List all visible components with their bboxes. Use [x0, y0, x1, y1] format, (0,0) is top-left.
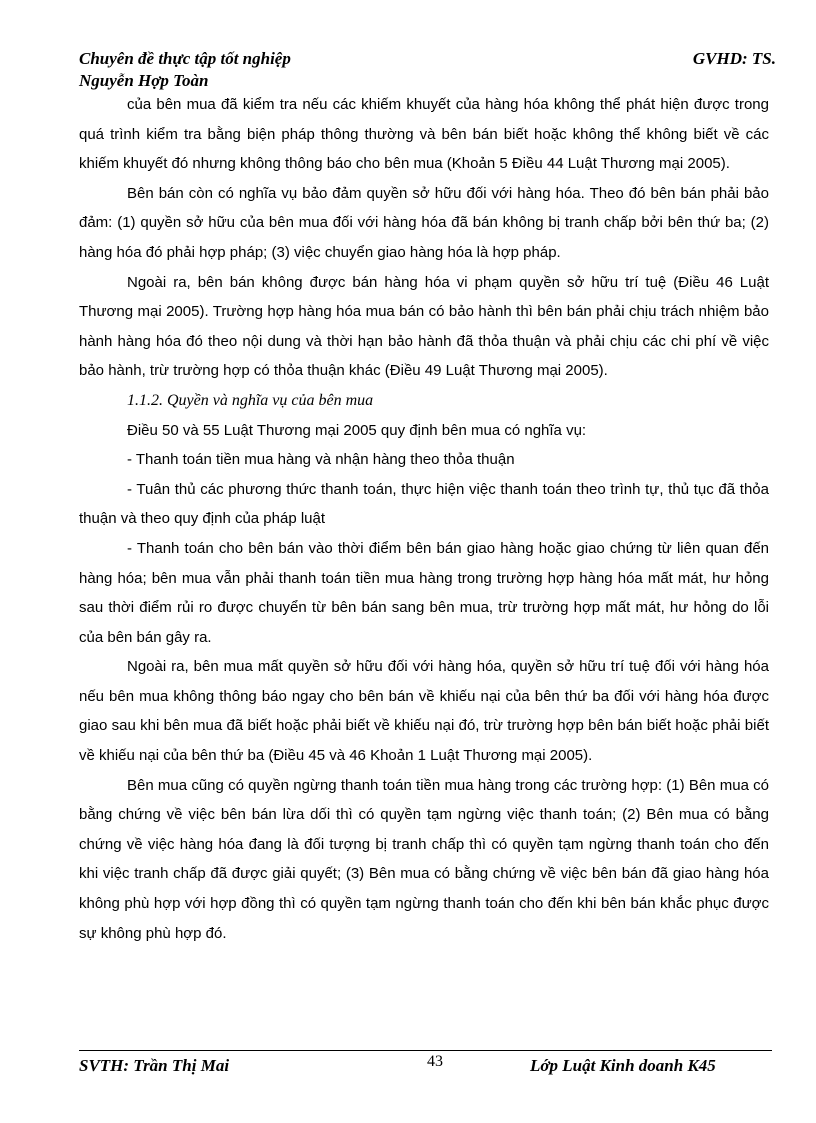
footer-class: Lớp Luật Kinh doanh K45 — [530, 1056, 716, 1075]
paragraph-buyer-loss-of-rights: Ngoài ra, bên mua mất quyền sở hữu đối với hàng hóa, quyền sở hữu trí tuệ đối với hàng hóa nếu bên mua không thông báo ngay cho bên bán về khiếu nại của bên thứ ba đối với hàng hóa được giao sau khi bên mua đã biết hoặc phải biết về khiếu nại đó, trừ trường hợp bên bán biết hoặc phải biết về khiếu nại của bên thứ ba (Điều 45 và 46 Khoản 1 Luật Thương mại 2005). — [79, 658, 769, 765]
body-text — [79, 90, 769, 948]
paragraph-seller-ip-warranty: Ngoài ra, bên bán không được bán hàng hóa vi phạm quyền sở hữu trí tuệ (Điều 46 Luật Thương mại 2005). Trường hợp hàng hóa mua bán có bảo hành thì bên bán phải chịu trách nhiệm bảo hành hàng hóa đó theo nội dung và thời hạn bảo hành đã thỏa thuận và phải chịu các chi phí về việc bảo hành, trừ trường hợp có thỏa thuận khác (Điều 49 Luật Thương mại 2005). — [79, 273, 769, 380]
section-heading: 1.1.2. Quyền và nghĩa vụ của bên mua — [127, 391, 374, 409]
paragraph-seller-ownership: Bên bán còn có nghĩa vụ bảo đảm quyền sở hữu đối với hàng hóa. Theo đó bên bán phải bảo đảm: (1) quyền sở hữu của bên mua đối với hàng hóa đã bán không bị tranh chấp bởi bên thứ ba; (2) hàng hóa đó phải hợp pháp; (3) việc chuyển giao hàng hóa là hợp pháp. — [79, 184, 769, 261]
page-number: 43 — [427, 1053, 443, 1070]
paragraph-continuation: của bên mua đã kiểm tra nếu các khiếm khuyết của hàng hóa không thể phát hiện được trong quá trình kiểm tra bằng biện pháp thông thường và bên bán biết hoặc không thể không biết về các khiếm khuyết đó nhưng không thông báo cho bên mua (Khoản 5 Điều 44 Luật Thương mại 2005). — [79, 96, 769, 173]
paragraph-buyer-obligations-intro: Điều 50 và 55 Luật Thương mại 2005 quy định bên mua có nghĩa vụ: — [127, 421, 587, 439]
paragraph-buyer-suspend-payment: Bên mua cũng có quyền ngừng thanh toán tiền mua hàng trong các trường hợp: (1) Bên mua có bằng chứng về việc bên bán lừa dối thì có quyền tạm ngừng việc thanh toán; (2) Bên mua có bằng chứng về việc hàng hóa đang là đối tượng bị tranh chấp thì có quyền tạm ngừng thanh toán cho đến khi việc tranh chấp đã được giải quyết; (3) Bên mua có bằng chứng về việc bên bán đã giao hàng hóa không phù hợp với hợp đồng thì có quyền tạm ngừng thanh toán cho đến khi bên bán khắc phục được sự không phù hợp đó. — [79, 776, 769, 942]
header-supervisor: GVHD: TS. — [692, 49, 776, 68]
list-item-payment-method: - Tuân thủ các phương thức thanh toán, thực hiện việc thanh toán theo trình tự, thủ tục đã thỏa thuận và theo quy định của pháp luật — [79, 480, 769, 528]
header-title: Chuyên đề thực tập tốt nghiệp — [79, 49, 291, 68]
header-left — [79, 48, 291, 92]
header-author: Nguyễn Hợp Toàn — [79, 71, 209, 90]
list-item-payment: - Thanh toán tiền mua hàng và nhận hàng theo thỏa thuận — [127, 451, 515, 469]
list-item-payment-timing: - Thanh toán cho bên bán vào thời điểm bên bán giao hàng hoặc giao chứng từ liên quan đến hàng hóa; bên mua vẫn phải thanh toán tiền mua hàng trong trường hợp hàng hóa mất mát, hư hỏng sau thời điểm rủi ro được chuyển từ bên bán sang bên mua, trừ trường hợp mất mát, hư hỏng do lỗi của bên bán gây ra. — [79, 539, 769, 646]
footer-student: SVTH: Trần Thị Mai — [79, 1056, 230, 1075]
